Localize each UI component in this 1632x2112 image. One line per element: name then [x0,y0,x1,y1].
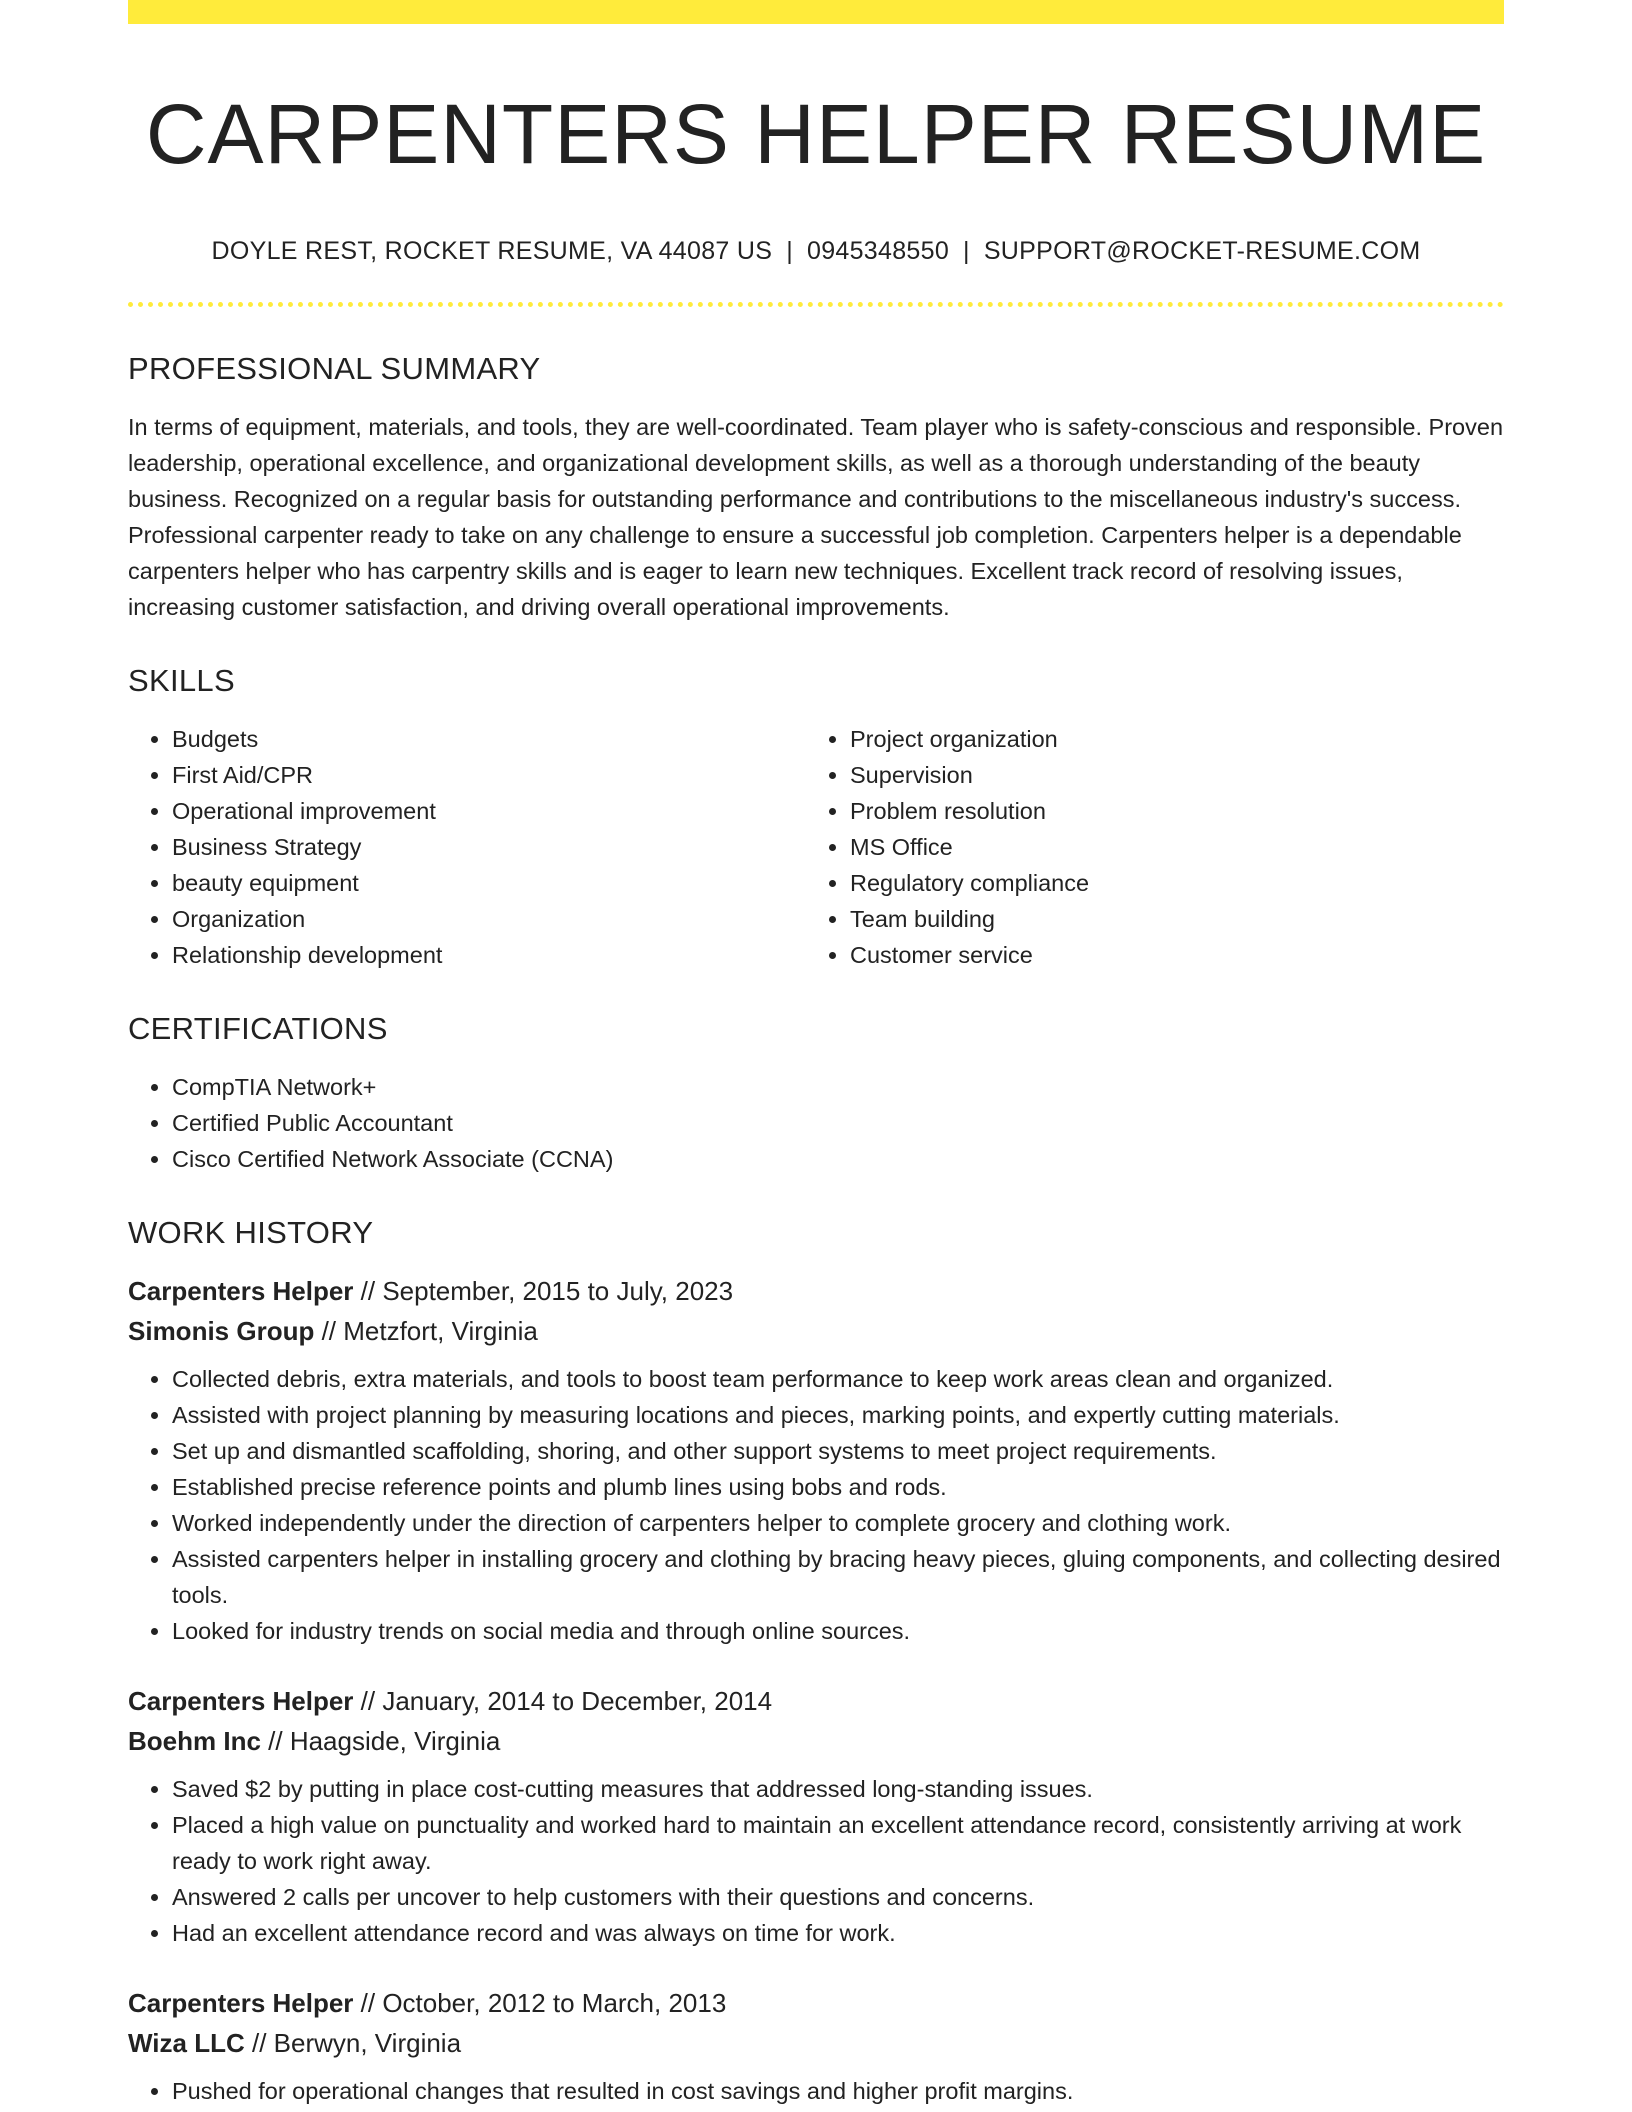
job-title: Carpenters Helper [128,1275,354,1306]
skill-item: • Relationship development [172,937,806,973]
skill-item: • Regulatory compliance [850,865,1484,901]
skill-item: • Business Strategy [172,829,806,865]
job-bullet: • Answered 2 calls per uncover to help customers with their questions and concerns. [172,1879,1504,1915]
summary-heading: PROFESSIONAL SUMMARY [128,350,541,386]
job-company-line [128,2023,1504,2063]
contact-line [128,237,1504,266]
certifications-heading: CERTIFICATIONS [128,1010,388,1046]
job-company-line [128,1721,1504,1761]
job-bullet: • Worked independently under the direction of carpenters helper to complete grocery and clothing work. [172,1505,1504,1541]
job-bullet: • Set up and dismantled scaffolding, shoring, and other support systems to meet project requirements. [172,1433,1504,1469]
certifications-list [128,1069,1504,1177]
skills-list-left [128,721,806,973]
work-history-heading: WORK HISTORY [128,1214,374,1250]
job-title-line [128,1271,1504,1311]
job-bullet: • Pushed for operational changes that resulted in cost savings and higher profit margins. [172,2073,1504,2109]
job-entry [128,1983,1504,2109]
job-location: // Haagside, Virginia [260,1725,501,1756]
job-company: Simonis Group [128,1315,315,1346]
skills-heading: SKILLS [128,662,235,698]
job-bullet: • Established precise reference points and plumb lines using bobs and rods. [172,1469,1504,1505]
job-bullet: • Placed a high value on punctuality and worked hard to maintain an excellent attendance record, consistently arriving at work ready to work right away. [172,1807,1504,1879]
skill-item: • Customer service [850,937,1484,973]
job-bullets [128,2073,1504,2109]
job-bullets [128,1771,1504,1951]
job-location: // Berwyn, Virginia [244,2027,462,2058]
certification-item: • Cisco Certified Network Associate (CCNA) [172,1141,1504,1177]
job-company: Boehm Inc [128,1725,261,1756]
skill-item: • Supervision [850,757,1484,793]
contact-email[interactable]: SUPPORT@ROCKET-RESUME.COM [983,236,1421,265]
job-bullet: • Collected debris, extra materials, and tools to boost team performance to keep work areas clean and organized. [172,1361,1504,1397]
job-title-line [128,1983,1504,2023]
skill-item: • Team building [850,901,1484,937]
job-entry [128,1681,1504,1951]
job-bullet: • Had an excellent attendance record and was always on time for work. [172,1915,1504,1951]
job-bullet: • Assisted with project planning by measuring locations and pieces, marking points, and expertly cutting materials. [172,1397,1504,1433]
contact-phone[interactable]: 0945348550 [806,236,950,265]
skill-item: • MS Office [850,829,1484,865]
job-dates: // January, 2014 to December, 2014 [353,1685,773,1716]
skills-grid [128,721,1504,973]
certification-item: • CompTIA Network+ [172,1069,1504,1105]
job-bullets [128,1361,1504,1649]
contact-address: DOYLE REST, ROCKET RESUME, VA 44087 US [211,236,773,265]
job-bullet: • Looked for industry trends on social media and through online sources. [172,1613,1504,1649]
contact-separator: | [963,236,970,265]
job-company: Wiza LLC [128,2027,245,2058]
job-dates: // October, 2012 to March, 2013 [353,1987,727,2018]
summary-text: In terms of equipment, materials, and tools, they are well-coordinated. Team player who is safety-conscious and responsible. Proven leadership, operational excellence, and organizational development skills, as well as a thorough understanding of the beauty business. Recognized on a regular basis for outstanding performance and contributions to the miscellaneous industry's success. Professional carpenter ready to take on any challenge to ensure a successful job completion. Carpenters helper is a dependable carpenters helper who has carpentry skills and is eager to learn new techniques. Excellent track record of resolving issues, increasing customer satisfaction, and driving overall operational improvements. [128,413,1504,620]
skill-item: • beauty equipment [172,865,806,901]
job-bullet: • Saved $2 by putting in place cost-cutting measures that addressed long-standing issues. [172,1771,1504,1807]
contact-separator: | [786,236,793,265]
skill-item: • First Aid/CPR [172,757,806,793]
top-accent-bar [128,0,1504,24]
dotted-divider [128,302,1504,307]
skills-list-right [806,721,1484,973]
skill-item: • Organization [172,901,806,937]
certification-item: • Certified Public Accountant [172,1105,1504,1141]
job-location: // Metzfort, Virginia [314,1315,538,1346]
skill-item: • Budgets [172,721,806,757]
resume-page [128,0,1504,2109]
job-title: Carpenters Helper [128,1685,354,1716]
job-title-line [128,1681,1504,1721]
job-company-line [128,1311,1504,1351]
resume-title: CARPENTERS HELPER RESUME [145,87,1487,181]
skill-item: • Operational improvement [172,793,806,829]
skill-item: • Project organization [850,721,1484,757]
job-dates: // September, 2015 to July, 2023 [353,1275,734,1306]
skill-item: • Problem resolution [850,793,1484,829]
job-title: Carpenters Helper [128,1987,354,2018]
job-entry [128,1271,1504,1649]
job-bullet: • Assisted carpenters helper in installing grocery and clothing by bracing heavy pieces, gluing components, and collecting desired tools. [172,1541,1504,1613]
